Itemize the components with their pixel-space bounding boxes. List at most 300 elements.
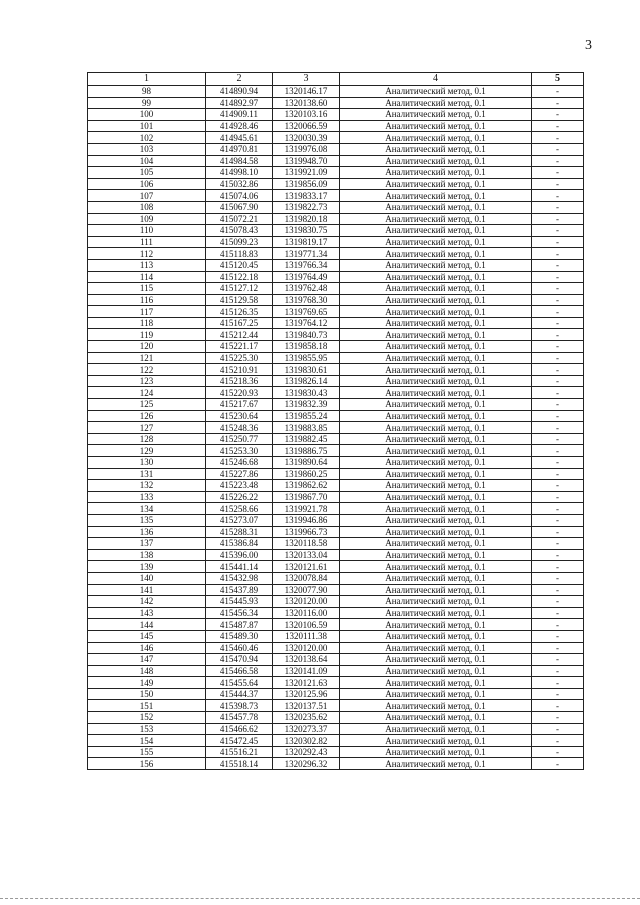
error-cell: - bbox=[532, 167, 584, 179]
point-number-cell: 120 bbox=[88, 341, 206, 353]
error-cell: - bbox=[532, 619, 584, 631]
table-row bbox=[88, 155, 584, 167]
x-coordinate-cell: 415129.58 bbox=[206, 294, 273, 306]
y-coordinate-cell: 1320030.39 bbox=[273, 132, 340, 144]
method-cell: Аналитический метод, 0.1 bbox=[340, 654, 532, 666]
error-cell: - bbox=[532, 642, 584, 654]
y-coordinate-cell: 1319860.25 bbox=[273, 468, 340, 480]
error-cell: - bbox=[532, 213, 584, 225]
point-number-cell: 128 bbox=[88, 433, 206, 445]
table-row bbox=[88, 549, 584, 561]
x-coordinate-cell: 415223.48 bbox=[206, 480, 273, 492]
point-number-cell: 138 bbox=[88, 549, 206, 561]
y-coordinate-cell: 1320133.04 bbox=[273, 549, 340, 561]
y-coordinate-cell: 1320125.96 bbox=[273, 688, 340, 700]
table-header-row bbox=[88, 73, 584, 86]
method-cell: Аналитический метод, 0.1 bbox=[340, 132, 532, 144]
table-row bbox=[88, 596, 584, 608]
method-cell: Аналитический метод, 0.1 bbox=[340, 306, 532, 318]
y-coordinate-cell: 1319822.73 bbox=[273, 201, 340, 213]
y-coordinate-cell: 1319764.12 bbox=[273, 317, 340, 329]
y-coordinate-cell: 1320116.00 bbox=[273, 607, 340, 619]
method-cell: Аналитический метод, 0.1 bbox=[340, 596, 532, 608]
method-cell: Аналитический метод, 0.1 bbox=[340, 572, 532, 584]
method-cell: Аналитический метод, 0.1 bbox=[340, 364, 532, 376]
point-number-cell: 130 bbox=[88, 457, 206, 469]
table-row bbox=[88, 178, 584, 190]
table-row bbox=[88, 236, 584, 248]
error-cell: - bbox=[532, 572, 584, 584]
table-row bbox=[88, 607, 584, 619]
error-cell: - bbox=[532, 283, 584, 295]
point-number-cell: 117 bbox=[88, 306, 206, 318]
error-cell: - bbox=[532, 677, 584, 689]
point-number-cell: 126 bbox=[88, 410, 206, 422]
x-coordinate-cell: 415230.64 bbox=[206, 410, 273, 422]
method-cell: Аналитический метод, 0.1 bbox=[340, 120, 532, 132]
error-cell: - bbox=[532, 688, 584, 700]
error-cell: - bbox=[532, 538, 584, 550]
error-cell: - bbox=[532, 155, 584, 167]
x-coordinate-cell: 415250.77 bbox=[206, 433, 273, 445]
method-cell: Аналитический метод, 0.1 bbox=[340, 271, 532, 283]
point-number-cell: 102 bbox=[88, 132, 206, 144]
page-number: 3 bbox=[585, 38, 592, 53]
point-number-cell: 140 bbox=[88, 572, 206, 584]
point-number-cell: 137 bbox=[88, 538, 206, 550]
table-row bbox=[88, 642, 584, 654]
method-cell: Аналитический метод, 0.1 bbox=[340, 225, 532, 237]
point-number-cell: 118 bbox=[88, 317, 206, 329]
point-number-cell: 116 bbox=[88, 294, 206, 306]
x-coordinate-cell: 414928.46 bbox=[206, 120, 273, 132]
method-cell: Аналитический метод, 0.1 bbox=[340, 155, 532, 167]
error-cell: - bbox=[532, 584, 584, 596]
table-row bbox=[88, 248, 584, 260]
error-cell: - bbox=[532, 712, 584, 724]
x-coordinate-cell: 415487.87 bbox=[206, 619, 273, 631]
x-coordinate-cell: 415472.45 bbox=[206, 735, 273, 747]
error-cell: - bbox=[532, 317, 584, 329]
method-cell: Аналитический метод, 0.1 bbox=[340, 480, 532, 492]
table-row bbox=[88, 723, 584, 735]
table-row bbox=[88, 387, 584, 399]
point-number-cell: 123 bbox=[88, 375, 206, 387]
coordinates-table bbox=[87, 72, 584, 770]
table-row bbox=[88, 306, 584, 318]
y-coordinate-cell: 1319966.73 bbox=[273, 526, 340, 538]
y-coordinate-cell: 1320111.38 bbox=[273, 630, 340, 642]
table-row bbox=[88, 341, 584, 353]
table-row bbox=[88, 167, 584, 179]
y-coordinate-cell: 1320121.61 bbox=[273, 561, 340, 573]
table-row bbox=[88, 654, 584, 666]
table-row bbox=[88, 526, 584, 538]
table-row bbox=[88, 538, 584, 550]
method-cell: Аналитический метод, 0.1 bbox=[340, 201, 532, 213]
method-cell: Аналитический метод, 0.1 bbox=[340, 109, 532, 121]
x-coordinate-cell: 415457.78 bbox=[206, 712, 273, 724]
y-coordinate-cell: 1320137.51 bbox=[273, 700, 340, 712]
table-row bbox=[88, 143, 584, 155]
table-row bbox=[88, 735, 584, 747]
point-number-cell: 114 bbox=[88, 271, 206, 283]
y-coordinate-cell: 1319882.45 bbox=[273, 433, 340, 445]
y-coordinate-cell: 1319771.34 bbox=[273, 248, 340, 260]
y-coordinate-cell: 1319855.24 bbox=[273, 410, 340, 422]
error-cell: - bbox=[532, 503, 584, 515]
point-number-cell: 135 bbox=[88, 514, 206, 526]
x-coordinate-cell: 415398.73 bbox=[206, 700, 273, 712]
header-col-4: 4 bbox=[340, 73, 532, 86]
x-coordinate-cell: 415032.86 bbox=[206, 178, 273, 190]
error-cell: - bbox=[532, 735, 584, 747]
method-cell: Аналитический метод, 0.1 bbox=[340, 457, 532, 469]
point-number-cell: 106 bbox=[88, 178, 206, 190]
y-coordinate-cell: 1319830.75 bbox=[273, 225, 340, 237]
point-number-cell: 141 bbox=[88, 584, 206, 596]
error-cell: - bbox=[532, 329, 584, 341]
error-cell: - bbox=[532, 294, 584, 306]
method-cell: Аналитический метод, 0.1 bbox=[340, 341, 532, 353]
method-cell: Аналитический метод, 0.1 bbox=[340, 677, 532, 689]
table-row bbox=[88, 97, 584, 109]
y-coordinate-cell: 1320103.16 bbox=[273, 109, 340, 121]
point-number-cell: 99 bbox=[88, 97, 206, 109]
table-row bbox=[88, 665, 584, 677]
point-number-cell: 124 bbox=[88, 387, 206, 399]
method-cell: Аналитический метод, 0.1 bbox=[340, 97, 532, 109]
error-cell: - bbox=[532, 399, 584, 411]
error-cell: - bbox=[532, 178, 584, 190]
y-coordinate-cell: 1319819.17 bbox=[273, 236, 340, 248]
error-cell: - bbox=[532, 410, 584, 422]
table-row bbox=[88, 213, 584, 225]
point-number-cell: 98 bbox=[88, 86, 206, 98]
table-row bbox=[88, 688, 584, 700]
x-coordinate-cell: 415220.93 bbox=[206, 387, 273, 399]
scan-edge-artifact bbox=[0, 898, 640, 900]
point-number-cell: 115 bbox=[88, 283, 206, 295]
error-cell: - bbox=[532, 480, 584, 492]
y-coordinate-cell: 1319858.18 bbox=[273, 341, 340, 353]
y-coordinate-cell: 1319762.48 bbox=[273, 283, 340, 295]
method-cell: Аналитический метод, 0.1 bbox=[340, 422, 532, 434]
point-number-cell: 108 bbox=[88, 201, 206, 213]
method-cell: Аналитический метод, 0.1 bbox=[340, 630, 532, 642]
x-coordinate-cell: 414970.81 bbox=[206, 143, 273, 155]
x-coordinate-cell: 415167.25 bbox=[206, 317, 273, 329]
error-cell: - bbox=[532, 758, 584, 770]
table-row bbox=[88, 700, 584, 712]
table-row bbox=[88, 283, 584, 295]
point-number-cell: 142 bbox=[88, 596, 206, 608]
point-number-cell: 122 bbox=[88, 364, 206, 376]
method-cell: Аналитический метод, 0.1 bbox=[340, 283, 532, 295]
x-coordinate-cell: 415258.66 bbox=[206, 503, 273, 515]
error-cell: - bbox=[532, 259, 584, 271]
x-coordinate-cell: 414945.61 bbox=[206, 132, 273, 144]
x-coordinate-cell: 415489.30 bbox=[206, 630, 273, 642]
x-coordinate-cell: 415246.68 bbox=[206, 457, 273, 469]
method-cell: Аналитический метод, 0.1 bbox=[340, 735, 532, 747]
y-coordinate-cell: 1320077.90 bbox=[273, 584, 340, 596]
x-coordinate-cell: 415218.36 bbox=[206, 375, 273, 387]
error-cell: - bbox=[532, 143, 584, 155]
table-row bbox=[88, 746, 584, 758]
x-coordinate-cell: 415445.93 bbox=[206, 596, 273, 608]
x-coordinate-cell: 415432.98 bbox=[206, 572, 273, 584]
method-cell: Аналитический метод, 0.1 bbox=[340, 688, 532, 700]
point-number-cell: 103 bbox=[88, 143, 206, 155]
x-coordinate-cell: 415441.14 bbox=[206, 561, 273, 573]
point-number-cell: 151 bbox=[88, 700, 206, 712]
error-cell: - bbox=[532, 630, 584, 642]
method-cell: Аналитический метод, 0.1 bbox=[340, 143, 532, 155]
method-cell: Аналитический метод, 0.1 bbox=[340, 329, 532, 341]
x-coordinate-cell: 415127.12 bbox=[206, 283, 273, 295]
error-cell: - bbox=[532, 549, 584, 561]
point-number-cell: 104 bbox=[88, 155, 206, 167]
method-cell: Аналитический метод, 0.1 bbox=[340, 190, 532, 202]
y-coordinate-cell: 1320120.00 bbox=[273, 596, 340, 608]
y-coordinate-cell: 1319766.34 bbox=[273, 259, 340, 271]
error-cell: - bbox=[532, 723, 584, 735]
table-row bbox=[88, 712, 584, 724]
y-coordinate-cell: 1320273.37 bbox=[273, 723, 340, 735]
error-cell: - bbox=[532, 607, 584, 619]
method-cell: Аналитический метод, 0.1 bbox=[340, 723, 532, 735]
error-cell: - bbox=[532, 746, 584, 758]
error-cell: - bbox=[532, 201, 584, 213]
point-number-cell: 100 bbox=[88, 109, 206, 121]
point-number-cell: 152 bbox=[88, 712, 206, 724]
method-cell: Аналитический метод, 0.1 bbox=[340, 712, 532, 724]
x-coordinate-cell: 415078.43 bbox=[206, 225, 273, 237]
header-col-1: 1 bbox=[88, 73, 206, 86]
point-number-cell: 149 bbox=[88, 677, 206, 689]
point-number-cell: 129 bbox=[88, 445, 206, 457]
header-col-3: 3 bbox=[273, 73, 340, 86]
point-number-cell: 136 bbox=[88, 526, 206, 538]
error-cell: - bbox=[532, 271, 584, 283]
method-cell: Аналитический метод, 0.1 bbox=[340, 758, 532, 770]
method-cell: Аналитический метод, 0.1 bbox=[340, 399, 532, 411]
point-number-cell: 153 bbox=[88, 723, 206, 735]
method-cell: Аналитический метод, 0.1 bbox=[340, 248, 532, 260]
x-coordinate-cell: 415074.06 bbox=[206, 190, 273, 202]
y-coordinate-cell: 1319886.75 bbox=[273, 445, 340, 457]
table-body bbox=[88, 86, 584, 770]
point-number-cell: 139 bbox=[88, 561, 206, 573]
table-row bbox=[88, 480, 584, 492]
error-cell: - bbox=[532, 526, 584, 538]
y-coordinate-cell: 1319862.62 bbox=[273, 480, 340, 492]
x-coordinate-cell: 415067.90 bbox=[206, 201, 273, 213]
point-number-cell: 131 bbox=[88, 468, 206, 480]
method-cell: Аналитический метод, 0.1 bbox=[340, 375, 532, 387]
error-cell: - bbox=[532, 225, 584, 237]
method-cell: Аналитический метод, 0.1 bbox=[340, 561, 532, 573]
x-coordinate-cell: 415466.62 bbox=[206, 723, 273, 735]
x-coordinate-cell: 415227.86 bbox=[206, 468, 273, 480]
table-row bbox=[88, 619, 584, 631]
method-cell: Аналитический метод, 0.1 bbox=[340, 700, 532, 712]
table-row bbox=[88, 422, 584, 434]
table-row bbox=[88, 86, 584, 98]
y-coordinate-cell: 1319976.08 bbox=[273, 143, 340, 155]
point-number-cell: 111 bbox=[88, 236, 206, 248]
x-coordinate-cell: 415396.00 bbox=[206, 549, 273, 561]
x-coordinate-cell: 414984.58 bbox=[206, 155, 273, 167]
point-number-cell: 148 bbox=[88, 665, 206, 677]
table-row bbox=[88, 352, 584, 364]
y-coordinate-cell: 1319830.43 bbox=[273, 387, 340, 399]
point-number-cell: 119 bbox=[88, 329, 206, 341]
x-coordinate-cell: 415225.30 bbox=[206, 352, 273, 364]
error-cell: - bbox=[532, 132, 584, 144]
y-coordinate-cell: 1319840.73 bbox=[273, 329, 340, 341]
y-coordinate-cell: 1320106.59 bbox=[273, 619, 340, 631]
x-coordinate-cell: 415437.89 bbox=[206, 584, 273, 596]
point-number-cell: 134 bbox=[88, 503, 206, 515]
point-number-cell: 125 bbox=[88, 399, 206, 411]
y-coordinate-cell: 1320235.62 bbox=[273, 712, 340, 724]
y-coordinate-cell: 1319948.70 bbox=[273, 155, 340, 167]
x-coordinate-cell: 414892.97 bbox=[206, 97, 273, 109]
table-row bbox=[88, 329, 584, 341]
point-number-cell: 145 bbox=[88, 630, 206, 642]
y-coordinate-cell: 1320141.09 bbox=[273, 665, 340, 677]
y-coordinate-cell: 1319830.61 bbox=[273, 364, 340, 376]
error-cell: - bbox=[532, 120, 584, 132]
table-row bbox=[88, 294, 584, 306]
y-coordinate-cell: 1320078.84 bbox=[273, 572, 340, 584]
table-row bbox=[88, 399, 584, 411]
x-coordinate-cell: 415072.21 bbox=[206, 213, 273, 225]
table-row bbox=[88, 433, 584, 445]
error-cell: - bbox=[532, 190, 584, 202]
x-coordinate-cell: 415122.18 bbox=[206, 271, 273, 283]
y-coordinate-cell: 1320118.58 bbox=[273, 538, 340, 550]
point-number-cell: 112 bbox=[88, 248, 206, 260]
table-row bbox=[88, 375, 584, 387]
method-cell: Аналитический метод, 0.1 bbox=[340, 86, 532, 98]
x-coordinate-cell: 415217.67 bbox=[206, 399, 273, 411]
y-coordinate-cell: 1319946.86 bbox=[273, 514, 340, 526]
error-cell: - bbox=[532, 387, 584, 399]
table-row bbox=[88, 468, 584, 480]
x-coordinate-cell: 415118.83 bbox=[206, 248, 273, 260]
table-row bbox=[88, 410, 584, 422]
y-coordinate-cell: 1320302.82 bbox=[273, 735, 340, 747]
y-coordinate-cell: 1320296.32 bbox=[273, 758, 340, 770]
method-cell: Аналитический метод, 0.1 bbox=[340, 236, 532, 248]
method-cell: Аналитический метод, 0.1 bbox=[340, 433, 532, 445]
x-coordinate-cell: 415273.07 bbox=[206, 514, 273, 526]
table-row bbox=[88, 259, 584, 271]
method-cell: Аналитический метод, 0.1 bbox=[340, 468, 532, 480]
point-number-cell: 107 bbox=[88, 190, 206, 202]
error-cell: - bbox=[532, 236, 584, 248]
x-coordinate-cell: 415456.34 bbox=[206, 607, 273, 619]
method-cell: Аналитический метод, 0.1 bbox=[340, 584, 532, 596]
error-cell: - bbox=[532, 364, 584, 376]
error-cell: - bbox=[532, 97, 584, 109]
method-cell: Аналитический метод, 0.1 bbox=[340, 549, 532, 561]
y-coordinate-cell: 1320292.43 bbox=[273, 746, 340, 758]
y-coordinate-cell: 1320138.60 bbox=[273, 97, 340, 109]
y-coordinate-cell: 1320138.64 bbox=[273, 654, 340, 666]
table-row bbox=[88, 457, 584, 469]
method-cell: Аналитический метод, 0.1 bbox=[340, 607, 532, 619]
x-coordinate-cell: 415210.91 bbox=[206, 364, 273, 376]
x-coordinate-cell: 415288.31 bbox=[206, 526, 273, 538]
point-number-cell: 132 bbox=[88, 480, 206, 492]
table-row bbox=[88, 225, 584, 237]
table-row bbox=[88, 503, 584, 515]
y-coordinate-cell: 1319890.64 bbox=[273, 457, 340, 469]
x-coordinate-cell: 415444.37 bbox=[206, 688, 273, 700]
y-coordinate-cell: 1319856.09 bbox=[273, 178, 340, 190]
method-cell: Аналитический метод, 0.1 bbox=[340, 642, 532, 654]
error-cell: - bbox=[532, 375, 584, 387]
x-coordinate-cell: 415221.17 bbox=[206, 341, 273, 353]
method-cell: Аналитический метод, 0.1 bbox=[340, 445, 532, 457]
method-cell: Аналитический метод, 0.1 bbox=[340, 410, 532, 422]
table-row bbox=[88, 758, 584, 770]
method-cell: Аналитический метод, 0.1 bbox=[340, 503, 532, 515]
x-coordinate-cell: 415120.45 bbox=[206, 259, 273, 271]
x-coordinate-cell: 414890.94 bbox=[206, 86, 273, 98]
point-number-cell: 105 bbox=[88, 167, 206, 179]
error-cell: - bbox=[532, 457, 584, 469]
y-coordinate-cell: 1319833.17 bbox=[273, 190, 340, 202]
error-cell: - bbox=[532, 422, 584, 434]
y-coordinate-cell: 1319921.09 bbox=[273, 167, 340, 179]
table-row bbox=[88, 201, 584, 213]
point-number-cell: 127 bbox=[88, 422, 206, 434]
table-row bbox=[88, 491, 584, 503]
error-cell: - bbox=[532, 445, 584, 457]
x-coordinate-cell: 414998.10 bbox=[206, 167, 273, 179]
y-coordinate-cell: 1320121.63 bbox=[273, 677, 340, 689]
point-number-cell: 109 bbox=[88, 213, 206, 225]
method-cell: Аналитический метод, 0.1 bbox=[340, 665, 532, 677]
x-coordinate-cell: 415126.35 bbox=[206, 306, 273, 318]
x-coordinate-cell: 415460.46 bbox=[206, 642, 273, 654]
method-cell: Аналитический метод, 0.1 bbox=[340, 491, 532, 503]
x-coordinate-cell: 415516.21 bbox=[206, 746, 273, 758]
point-number-cell: 154 bbox=[88, 735, 206, 747]
y-coordinate-cell: 1319768.30 bbox=[273, 294, 340, 306]
table-row bbox=[88, 190, 584, 202]
y-coordinate-cell: 1319764.49 bbox=[273, 271, 340, 283]
x-coordinate-cell: 415212.44 bbox=[206, 329, 273, 341]
method-cell: Аналитический метод, 0.1 bbox=[340, 387, 532, 399]
point-number-cell: 155 bbox=[88, 746, 206, 758]
x-coordinate-cell: 415099.23 bbox=[206, 236, 273, 248]
x-coordinate-cell: 415253.30 bbox=[206, 445, 273, 457]
y-coordinate-cell: 1319867.70 bbox=[273, 491, 340, 503]
x-coordinate-cell: 415470.94 bbox=[206, 654, 273, 666]
point-number-cell: 147 bbox=[88, 654, 206, 666]
y-coordinate-cell: 1319921.78 bbox=[273, 503, 340, 515]
table-row bbox=[88, 584, 584, 596]
x-coordinate-cell: 415386.84 bbox=[206, 538, 273, 550]
error-cell: - bbox=[532, 306, 584, 318]
error-cell: - bbox=[532, 561, 584, 573]
